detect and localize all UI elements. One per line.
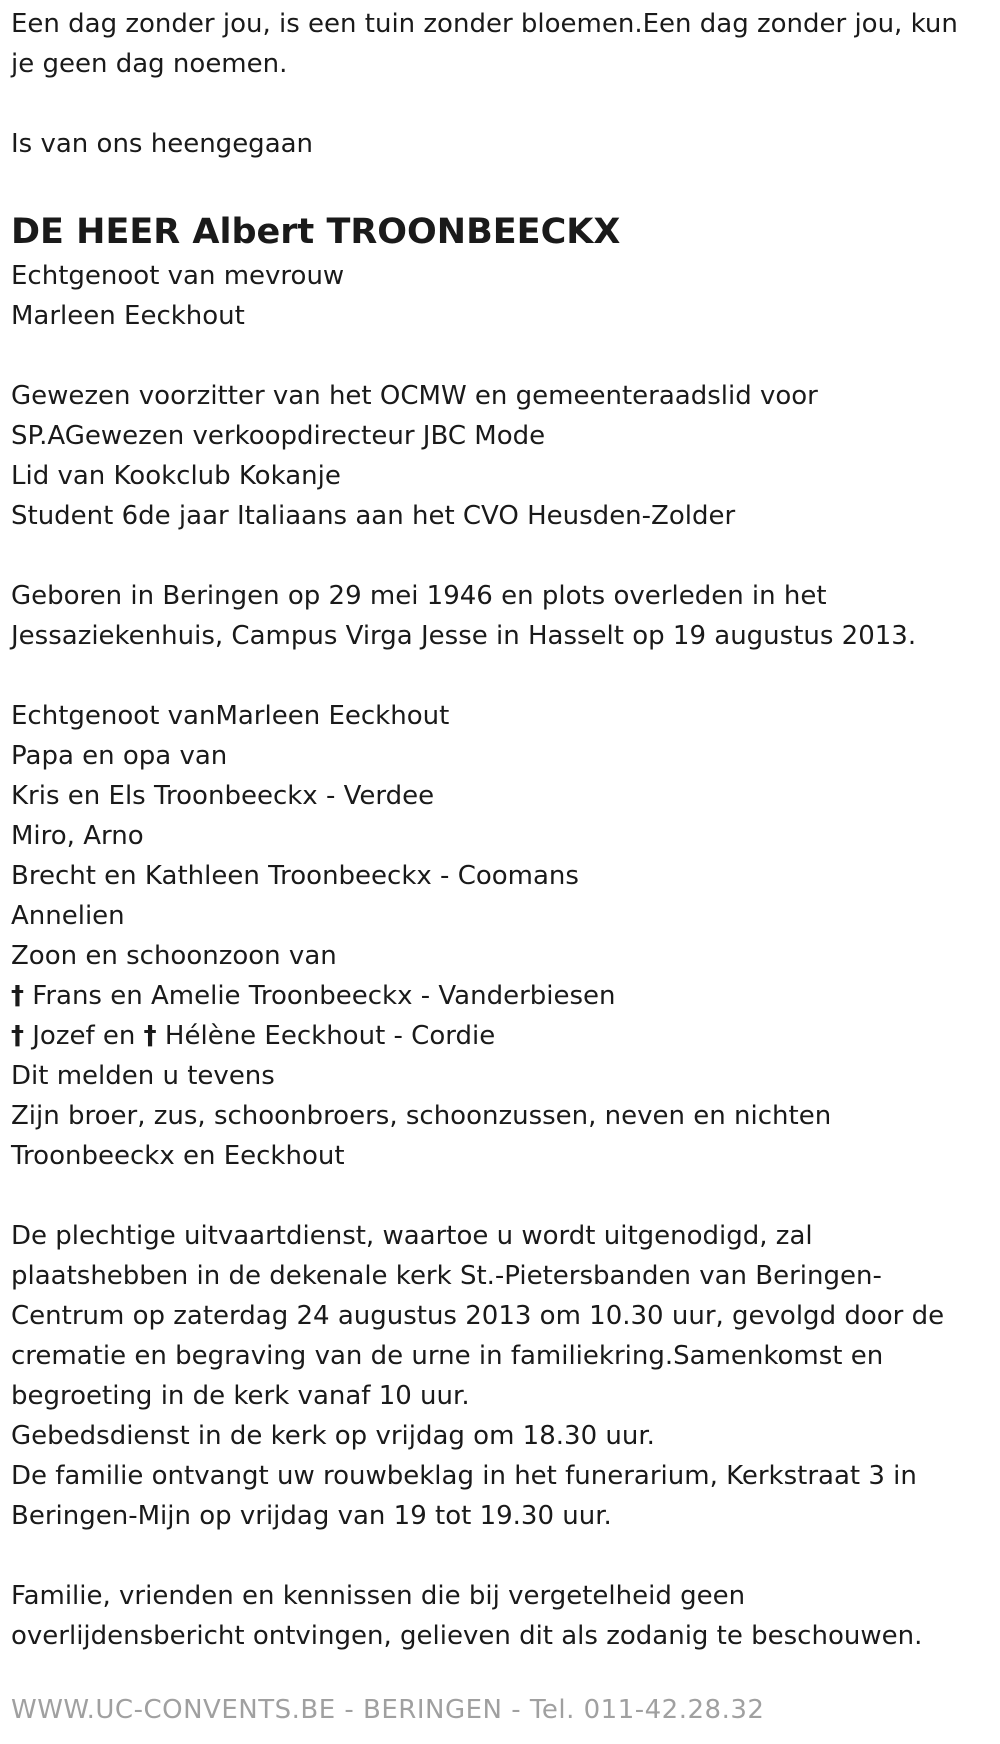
inlaws-line xyxy=(11,1016,990,1056)
child-line: Kris en Els Troonbeeckx - Verdee xyxy=(11,781,435,811)
ceremony-line: Centrum op zaterdag 24 augustus 2013 om 10.30 uur, gevolgd door de xyxy=(11,1301,945,1331)
ceremony-line: Beringen-Mijn op vrijdag van 19 tot 19.30 uur. xyxy=(11,1501,612,1531)
spacer xyxy=(11,1536,990,1576)
ceremony-line: De familie ontvangt uw rouwbeklag in het funerarium, Kerkstraat 3 in xyxy=(11,1461,917,1491)
role-line: SP.AGewezen verkoopdirecteur JBC Mode xyxy=(11,421,546,451)
children-intro: Papa en opa van xyxy=(11,741,228,771)
ceremony-line: begroeting in de kerk vanaf 10 uur. xyxy=(11,1381,470,1411)
spacer xyxy=(11,164,990,204)
ceremony-line: De plechtige uitvaartdienst, waartoe u wordt uitgenodigd, zal xyxy=(11,1221,813,1251)
parents-line xyxy=(11,976,990,1016)
cross-icon: † xyxy=(143,1021,157,1051)
spacer xyxy=(11,84,990,124)
motto-line: je geen dag noemen. xyxy=(11,49,288,79)
footer-contact: WWW.UC-CONVENTS.BE - BERINGEN - Tel. 011-42.28.32 xyxy=(11,1695,765,1725)
child-line: Brecht en Kathleen Troonbeeckx - Coomans xyxy=(11,861,579,891)
also-intro: Dit melden u tevens xyxy=(11,1061,275,1091)
motto-line: Een dag zonder jou, is een tuin zonder bloemen.Een dag zonder jou, kun xyxy=(11,9,958,39)
role-line: Gewezen voorzitter van het OCMW en gemeenteraadslid voor xyxy=(11,381,818,411)
ceremony-line: Gebedsdienst in de kerk op vrijdag om 18.30 uur. xyxy=(11,1421,655,1451)
birth-death-line: Jessaziekenhuis, Campus Virga Jesse in Hasselt op 19 augustus 2013. xyxy=(11,621,917,651)
inlaws-part2: Hélène Eeckhout - Cordie xyxy=(164,1021,496,1051)
cross-icon: † xyxy=(11,981,24,1011)
ceremony-line: plaatshebben in de dekenale kerk St.-Pietersbanden van Beringen- xyxy=(11,1261,882,1291)
parents-names: Frans en Amelie Troonbeeckx - Vanderbiesen xyxy=(32,981,616,1011)
deceased-name: DE HEER Albert TROONBEECKX xyxy=(11,212,621,252)
grandchildren-line: Annelien xyxy=(11,901,125,931)
birth-death-line: Geboren in Beringen op 29 mei 1946 en plots overleden in het xyxy=(11,581,827,611)
relatives-line: Zijn broer, zus, schoonbroers, schoonzussen, neven en nichten xyxy=(11,1101,832,1131)
spacer xyxy=(11,656,990,696)
inlaws-part1: Jozef en xyxy=(32,1021,136,1051)
departed-text: Is van ons heengegaan xyxy=(11,129,314,159)
spacer xyxy=(11,536,990,576)
spacer xyxy=(11,336,990,376)
role-line: Lid van Kookclub Kokanje xyxy=(11,461,341,491)
family-spouse: Echtgenoot vanMarleen Eeckhout xyxy=(11,701,450,731)
spouse-intro: Echtgenoot van mevrouw xyxy=(11,261,345,291)
grandchildren-line: Miro, Arno xyxy=(11,821,144,851)
closing-line: overlijdensbericht ontvingen, gelieven dit als zodanig te beschouwen. xyxy=(11,1621,923,1651)
relatives-names: Troonbeeckx en Eeckhout xyxy=(11,1141,345,1171)
cross-icon: † xyxy=(11,1021,24,1051)
parents-intro: Zoon en schoonzoon van xyxy=(11,941,337,971)
ceremony-line: crematie en begraving van de urne in familiekring.Samenkomst en xyxy=(11,1341,884,1371)
closing-line: Familie, vrienden en kennissen die bij vergetelheid geen xyxy=(11,1581,746,1611)
spouse-name: Marleen Eeckhout xyxy=(11,301,245,331)
role-line: Student 6de jaar Italiaans aan het CVO Heusden-Zolder xyxy=(11,501,736,531)
spacer xyxy=(11,1176,990,1216)
